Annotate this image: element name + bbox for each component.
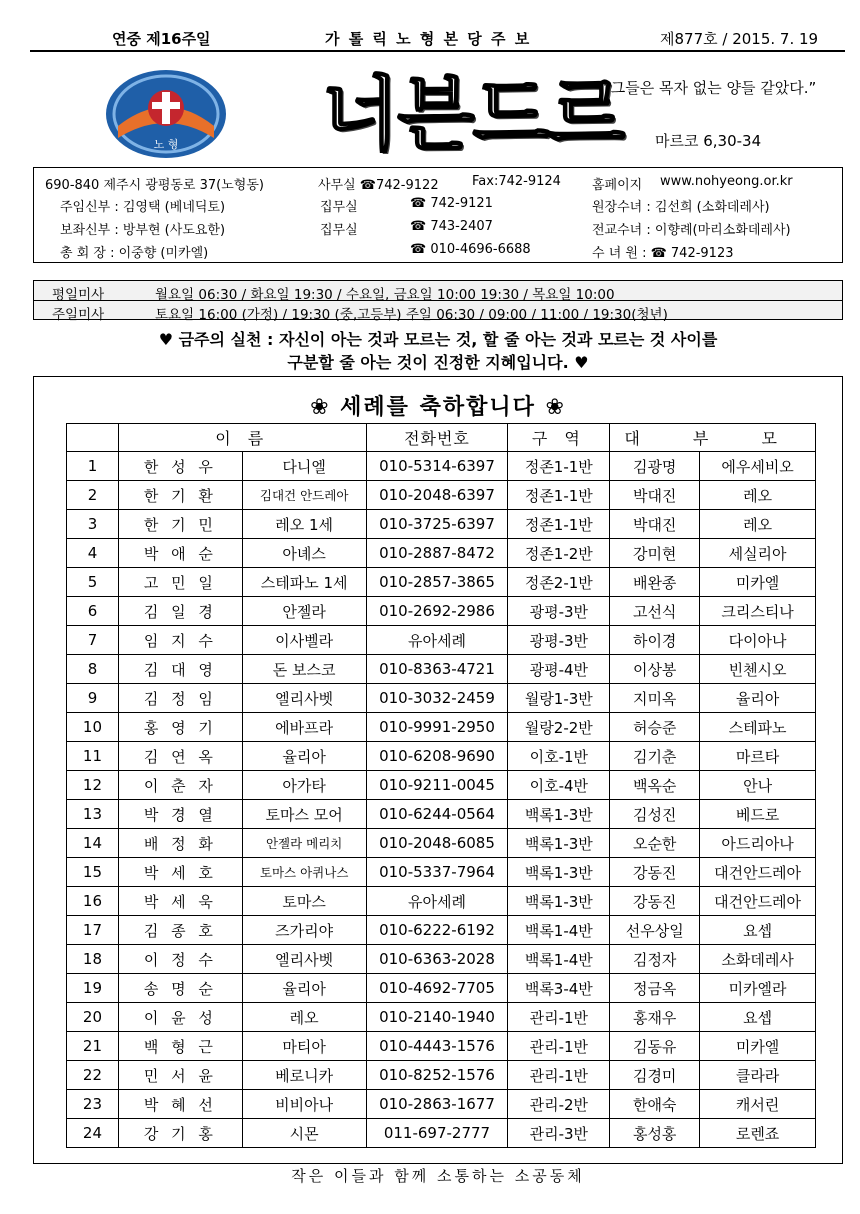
rectory-label-2: 집무실 [320, 223, 358, 238]
logo-text: 노 형 [153, 138, 179, 151]
table-row [67, 539, 816, 568]
member-name: 한 성 우 [118, 452, 242, 481]
row-number: 13 [67, 800, 119, 829]
gospel-quote: “그들은 목자 없는 양들 같았다.” [603, 79, 817, 97]
baptismal-name: 레오 [242, 1003, 366, 1032]
row-number: 16 [67, 887, 119, 916]
parish-logo [104, 68, 228, 160]
godparent-baptismal-name: 스테파노 [700, 713, 816, 742]
table-row [67, 481, 816, 510]
phone-number: 010-4443-1576 [366, 1032, 508, 1061]
table-row [67, 916, 816, 945]
godparent-name: 김경미 [610, 1061, 700, 1090]
godparent-baptismal-name: 안나 [700, 771, 816, 800]
row-number: 17 [67, 916, 119, 945]
district: 정존1-1반 [508, 481, 610, 510]
member-name: 김 정 임 [118, 684, 242, 713]
godparent-name: 김기춘 [610, 742, 700, 771]
missionary-sister: 전교수녀 : 이향례(마리소화데레사) [592, 223, 791, 238]
phone-number: 010-4692-7705 [366, 974, 508, 1003]
godparent-baptismal-name: 세실리아 [700, 539, 816, 568]
godparent-name: 선우상일 [610, 916, 700, 945]
phone-number: 유아세례 [366, 626, 508, 655]
godparent-baptismal-name: 미카엘 [700, 1032, 816, 1061]
table-row [67, 829, 816, 858]
phone-number: 011-697-2777 [366, 1119, 508, 1148]
row-number: 10 [67, 713, 119, 742]
row-number: 11 [67, 742, 119, 771]
district: 정존2-1반 [508, 568, 610, 597]
member-name: 이 정 수 [118, 945, 242, 974]
weekly-practice-line-2: 구분할 줄 아는 것이 진정한 지혜입니다. ♥ [287, 353, 589, 372]
godparent-name: 배완종 [610, 568, 700, 597]
baptismal-name: 스테파노 1세 [242, 568, 366, 597]
godparent-baptismal-name: 마르타 [700, 742, 816, 771]
godparent-name: 백옥순 [610, 771, 700, 800]
table-row [67, 945, 816, 974]
member-name: 박 애 순 [118, 539, 242, 568]
phone-number: 010-6208-9690 [366, 742, 508, 771]
member-name: 박 혜 선 [118, 1090, 242, 1119]
row-number: 7 [67, 626, 119, 655]
homepage-label: 홈페이지 [592, 178, 643, 193]
weekly-practice-line-1: ♥ 금주의 실천 : 자신이 아는 것과 모르는 것, 할 줄 아는 것과 모르는 것 사이를 [158, 330, 718, 349]
weekly-practice [33, 328, 843, 374]
baptismal-name: 이사벨라 [242, 626, 366, 655]
member-name: 고 민 일 [118, 568, 242, 597]
row-number: 4 [67, 539, 119, 568]
godparent-baptismal-name: 로렌죠 [700, 1119, 816, 1148]
row-number: 20 [67, 1003, 119, 1032]
row-number: 9 [67, 684, 119, 713]
district: 광평-3반 [508, 597, 610, 626]
president-phone: ☎ 010-4696-6688 [410, 242, 531, 257]
member-name: 김 대 영 [118, 655, 242, 684]
phone-number: 010-2692-2986 [366, 597, 508, 626]
district: 백록1-4반 [508, 945, 610, 974]
district: 관리-2반 [508, 1090, 610, 1119]
phone-number: 010-9211-0045 [366, 771, 508, 800]
header-district: 구 역 [508, 424, 610, 452]
rectory-phone-2: ☎ 743-2407 [410, 219, 493, 234]
table-row [67, 858, 816, 887]
baptismal-name: 엘리사벳 [242, 684, 366, 713]
member-name: 홍 영 기 [118, 713, 242, 742]
district: 관리-1반 [508, 1061, 610, 1090]
district: 정존1-1반 [508, 452, 610, 481]
godparent-baptismal-name: 미카엘 [700, 568, 816, 597]
district: 정존1-2반 [508, 539, 610, 568]
baptismal-name: 다니엘 [242, 452, 366, 481]
rectory-phone-1: ☎ 742-9121 [410, 196, 493, 211]
member-name: 한 기 민 [118, 510, 242, 539]
row-number: 24 [67, 1119, 119, 1148]
table-row [67, 771, 816, 800]
table-row [67, 1090, 816, 1119]
pastor: 주임신부 : 김영택 (베네딕토) [60, 200, 226, 215]
district: 백록1-4반 [508, 916, 610, 945]
address: 690-840 제주시 광평동로 37(노형동) [45, 178, 264, 193]
header-phone: 전화번호 [366, 424, 508, 452]
godparent-name: 박대진 [610, 510, 700, 539]
district: 백록1-3반 [508, 800, 610, 829]
rectory-label-1: 집무실 [320, 200, 358, 215]
district: 이호-4반 [508, 771, 610, 800]
row-number: 21 [67, 1032, 119, 1061]
member-name: 박 경 열 [118, 800, 242, 829]
godparent-name: 김성진 [610, 800, 700, 829]
baptismal-name: 아가타 [242, 771, 366, 800]
bulletin-name: 가 톨 릭 노 형 본 당 주 보 [325, 30, 532, 48]
table-row [67, 800, 816, 829]
baptismal-name: 비비아나 [242, 1090, 366, 1119]
phone-number: 010-6244-0564 [366, 800, 508, 829]
godparent-baptismal-name: 소화데레사 [700, 945, 816, 974]
godparent-name: 강동진 [610, 858, 700, 887]
row-number: 14 [67, 829, 119, 858]
godparent-baptismal-name: 클라라 [700, 1061, 816, 1090]
godparent-baptismal-name: 베드로 [700, 800, 816, 829]
godparent-baptismal-name: 요셉 [700, 1003, 816, 1032]
baptismal-name: 아녜스 [242, 539, 366, 568]
godparent-name: 이상봉 [610, 655, 700, 684]
gospel-source: 마르코 6,30-34 [655, 132, 762, 150]
phone-number: 010-9991-2950 [366, 713, 508, 742]
baptismal-name: 즈가리야 [242, 916, 366, 945]
godparent-baptismal-name: 빈첸시오 [700, 655, 816, 684]
baptismal-name: 레오 1세 [242, 510, 366, 539]
header-name: 이 름 [118, 424, 366, 452]
table-header-row [67, 424, 816, 452]
header-number [67, 424, 119, 452]
fax-number: Fax:742-9124 [472, 174, 561, 189]
godparent-name: 정금옥 [610, 974, 700, 1003]
godparent-name: 홍재우 [610, 1003, 700, 1032]
table-row [67, 568, 816, 597]
district: 월랑2-2반 [508, 713, 610, 742]
district: 관리-3반 [508, 1119, 610, 1148]
table-row [67, 742, 816, 771]
baptismal-name: 에바프라 [242, 713, 366, 742]
row-number: 8 [67, 655, 119, 684]
row-number: 3 [67, 510, 119, 539]
baptismal-name: 안젤라 [242, 597, 366, 626]
godparent-name: 고선식 [610, 597, 700, 626]
phone-number: 010-2048-6397 [366, 481, 508, 510]
godparent-baptismal-name: 미카엘라 [700, 974, 816, 1003]
godparent-baptismal-name: 레오 [700, 510, 816, 539]
godparent-baptismal-name: 다이아나 [700, 626, 816, 655]
table-row [67, 684, 816, 713]
district: 광평-3반 [508, 626, 610, 655]
godparent-name: 지미옥 [610, 684, 700, 713]
member-name: 이 춘 자 [118, 771, 242, 800]
row-number: 5 [67, 568, 119, 597]
baptismal-name: 토마스 모어 [242, 800, 366, 829]
godparent-name: 하이경 [610, 626, 700, 655]
phone-number: 010-8252-1576 [366, 1061, 508, 1090]
baptismal-name: 안젤라 메리치 [242, 829, 366, 858]
table-row [67, 452, 816, 481]
table-row [67, 655, 816, 684]
godparent-baptismal-name: 캐서린 [700, 1090, 816, 1119]
table-row [67, 1119, 816, 1148]
district: 정존1-1반 [508, 510, 610, 539]
godparent-name: 홍성홍 [610, 1119, 700, 1148]
phone-number: 010-2048-6085 [366, 829, 508, 858]
baptism-table [66, 423, 816, 1148]
council-president: 총 회 장 : 이중향 (미카엘) [60, 246, 209, 261]
godparent-name: 강동진 [610, 887, 700, 916]
baptismal-name: 돈 보스코 [242, 655, 366, 684]
phone-number: 010-3725-6397 [366, 510, 508, 539]
godparent-name: 김광명 [610, 452, 700, 481]
row-number: 23 [67, 1090, 119, 1119]
phone-number: 010-6363-2028 [366, 945, 508, 974]
baptismal-name: 마티아 [242, 1032, 366, 1061]
district: 이호-1반 [508, 742, 610, 771]
table-row [67, 1032, 816, 1061]
district: 관리-1반 [508, 1003, 610, 1032]
godparent-name: 허승준 [610, 713, 700, 742]
phone-number: 010-2857-3865 [366, 568, 508, 597]
godparent-name: 김정자 [610, 945, 700, 974]
district: 백록1-3반 [508, 887, 610, 916]
godparent-name: 강미현 [610, 539, 700, 568]
row-number: 22 [67, 1061, 119, 1090]
table-row [67, 1003, 816, 1032]
godparent-baptismal-name: 아드리아나 [700, 829, 816, 858]
baptismal-name: 베로니카 [242, 1061, 366, 1090]
phone-number: 010-8363-4721 [366, 655, 508, 684]
godparent-name: 김동유 [610, 1032, 700, 1061]
assistant-priest: 보좌신부 : 방부현 (사도요한) [60, 223, 226, 238]
baptismal-name: 율리아 [242, 974, 366, 1003]
member-name: 김 일 경 [118, 597, 242, 626]
phone-number: 010-6222-6192 [366, 916, 508, 945]
baptismal-name: 김대건 안드레아 [242, 481, 366, 510]
row-number: 18 [67, 945, 119, 974]
table-row [67, 1061, 816, 1090]
convent-phone: 수 녀 원 : ☎ 742-9123 [592, 246, 734, 261]
member-name: 민 서 윤 [118, 1061, 242, 1090]
superior-sister: 원장수녀 : 김선희 (소화데레사) [592, 200, 770, 215]
phone-number: 010-2887-8472 [366, 539, 508, 568]
godparent-baptismal-name: 에우세비오 [700, 452, 816, 481]
office-phone: 사무실 ☎742-9122 [318, 178, 439, 193]
member-name: 한 기 환 [118, 481, 242, 510]
section-title: ❀ 세례를 축하합니다 ❀ [310, 395, 566, 420]
sunday-mass-times: 토요일 16:00 (가정) / 19:30 (중,고등부) 주일 06:30 / 09:00 / 11:00 / 19:30(청년) [155, 307, 668, 323]
row-number: 15 [67, 858, 119, 887]
table-row [67, 713, 816, 742]
member-name: 김 연 옥 [118, 742, 242, 771]
phone-number: 유아세례 [366, 887, 508, 916]
member-name: 박 세 욱 [118, 887, 242, 916]
godparent-baptismal-name: 율리아 [700, 684, 816, 713]
phone-number: 010-2863-1677 [366, 1090, 508, 1119]
member-name: 이 윤 성 [118, 1003, 242, 1032]
district: 광평-4반 [508, 655, 610, 684]
godparent-baptismal-name: 레오 [700, 481, 816, 510]
district: 백록1-3반 [508, 829, 610, 858]
godparent-name: 박대진 [610, 481, 700, 510]
godparent-baptismal-name: 대건안드레아 [700, 858, 816, 887]
table-row [67, 626, 816, 655]
table-row [67, 597, 816, 626]
row-number: 19 [67, 974, 119, 1003]
district: 백록3-4반 [508, 974, 610, 1003]
phone-number: 010-5337-7964 [366, 858, 508, 887]
table-row [67, 887, 816, 916]
godparent-name: 한애숙 [610, 1090, 700, 1119]
sunday-mass-label: 주일미사 [52, 307, 105, 323]
season-label: 연중 제16주일 [112, 30, 211, 48]
row-number: 6 [67, 597, 119, 626]
baptismal-name: 시몬 [242, 1119, 366, 1148]
baptismal-name: 엘리사벳 [242, 945, 366, 974]
member-name: 강 기 홍 [118, 1119, 242, 1148]
member-name: 백 형 근 [118, 1032, 242, 1061]
godparent-baptismal-name: 크리스티나 [700, 597, 816, 626]
member-name: 임 지 수 [118, 626, 242, 655]
baptismal-name: 율리아 [242, 742, 366, 771]
baptismal-name: 토마스 [242, 887, 366, 916]
weekday-mass-label: 평일미사 [52, 287, 105, 303]
member-name: 배 정 화 [118, 829, 242, 858]
issue-number: 제877호 / 2015. 7. 19 [660, 30, 819, 48]
member-name: 박 세 호 [118, 858, 242, 887]
member-name: 송 명 순 [118, 974, 242, 1003]
phone-number: 010-2140-1940 [366, 1003, 508, 1032]
baptismal-name: 토마스 아퀴나스 [242, 858, 366, 887]
table-row [67, 974, 816, 1003]
header-divider [30, 50, 845, 52]
member-name: 김 종 호 [118, 916, 242, 945]
row-number: 12 [67, 771, 119, 800]
godparent-baptismal-name: 요셉 [700, 916, 816, 945]
footer-motto: 작은 이들과 함께 소통하는 소공동체 [291, 1167, 585, 1185]
header-godparent: 대 부 모 [610, 424, 816, 452]
homepage-link[interactable]: www.nohyeong.or.kr [660, 174, 793, 189]
weekday-mass-times: 월요일 06:30 / 화요일 19:30 / 수요일, 금요일 10:00 19:30 / 목요일 10:00 [155, 287, 615, 303]
district: 백록1-3반 [508, 858, 610, 887]
district: 관리-1반 [508, 1032, 610, 1061]
godparent-name: 오순한 [610, 829, 700, 858]
row-number: 1 [67, 452, 119, 481]
godparent-baptismal-name: 대건안드레아 [700, 887, 816, 916]
district: 월랑1-3반 [508, 684, 610, 713]
row-number: 2 [67, 481, 119, 510]
phone-number: 010-3032-2459 [366, 684, 508, 713]
masthead-title: 너븐드르 [322, 68, 624, 161]
table-row [67, 510, 816, 539]
phone-number: 010-5314-6397 [366, 452, 508, 481]
